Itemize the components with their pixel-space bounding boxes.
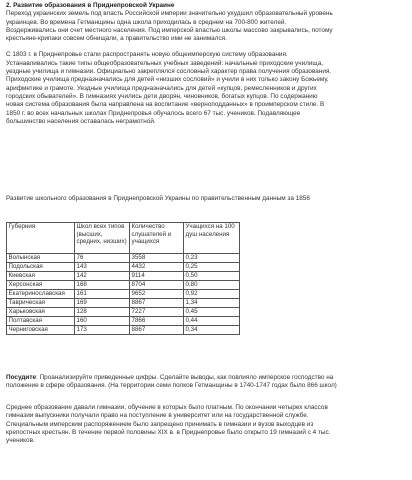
table-row — [7, 254, 240, 263]
article — [6, 2, 406, 126]
outro-line: учеников. — [6, 437, 35, 445]
cell-per-100: 0,25 — [184, 263, 240, 272]
cell-schools: 128 — [75, 308, 130, 317]
cell-schools: 143 — [75, 263, 130, 272]
table-row — [7, 317, 240, 326]
header-schools: Школ всех типов (высших, средних, низших) — [75, 223, 130, 254]
header-students: Количество слушателей и учащихся — [130, 223, 184, 254]
intro-paragraph — [6, 10, 406, 43]
cell-per-100: 0,34 — [184, 326, 240, 335]
cell-gubernia: Харьковская — [7, 308, 75, 317]
cell-students: 8867 — [130, 299, 184, 308]
cell-gubernia: Екатеринославская — [7, 290, 75, 299]
cell-schools: 76 — [75, 254, 130, 263]
reform-line: Устанавливались такие типы общеобразовательных учебных заведений: начальные приходские училища, — [6, 59, 324, 67]
outro-line: Специальным имперским распоряжением было запрещено принимать в гимназии и вузов выходцев из — [6, 420, 314, 428]
cell-students: 9114 — [130, 272, 184, 281]
reform-line: уездные училища и гимназии. Официально закреплялся сословный характер права получения образования. — [6, 68, 332, 76]
cell-gubernia: Киевская — [7, 272, 75, 281]
cell-gubernia: Подольская — [7, 263, 75, 272]
task-line: положение в сфере образования. (На территории семи полков Гетманщины в 1740-1747 годах было 866 школ) — [6, 382, 337, 390]
intro-line: Переход украинских земель под власть Российской империи значительно ухудшил образовательный уровень — [6, 10, 333, 18]
table-row — [7, 281, 240, 290]
reform-line: арифметике и грамоте. Уездные училища предназначались для детей «купцов, ремесленников и других — [6, 84, 317, 92]
reform-paragraph — [6, 51, 406, 126]
header-per-100: Учащихся на 100 душ населения — [184, 223, 240, 254]
table-row — [7, 272, 240, 281]
education-table — [6, 222, 240, 335]
cell-per-100: 0,23 — [184, 254, 240, 263]
reform-line: городских обывателей». В гимназиях учились дети дворян, чиновников, богатых купцов. По содержанию — [6, 92, 318, 100]
section-heading: 2. Развитие образования в Приднепровской Украине — [6, 2, 175, 9]
task-paragraph — [6, 374, 406, 391]
reform-line: С 1803 г. в Приднепровье стали распространять новую общеимперскую систему образования. — [6, 51, 288, 59]
cell-schools: 168 — [75, 281, 130, 290]
cell-students: 8704 — [130, 281, 184, 290]
cell-students: 9652 — [130, 290, 184, 299]
cell-students: 7227 — [130, 308, 184, 317]
outro-line: Среднее образование давали гимназии, обучение в которых было платным. По окончании четырех классов — [6, 404, 328, 411]
cell-per-100: 0,50 — [184, 272, 240, 281]
cell-students: 7866 — [130, 317, 184, 326]
cell-per-100: 0,80 — [184, 281, 240, 290]
table-row — [7, 263, 240, 272]
cell-per-100: 1,34 — [184, 299, 240, 308]
table-row — [7, 299, 240, 308]
cell-schools: 169 — [75, 299, 130, 308]
cell-schools: 161 — [75, 290, 130, 299]
cell-gubernia: Таврическая — [7, 299, 75, 308]
cell-gubernia: Черниговская — [7, 326, 75, 335]
outro-line: крепостных крестьян. В течение первой половины XIX в. в Приднепровье было открыто 19 гимназий с 4 тыс. — [6, 428, 331, 436]
cell-per-100: 0,44 — [184, 317, 240, 326]
header-gubernia: Губерния — [7, 223, 75, 254]
outro-line: гимназии выпускники получали право на поступление в университет или на государственной службе. — [6, 412, 309, 420]
intro-line: крестьяне-крипаки совсем обнищали, а правительство ими не занимался. — [6, 35, 227, 43]
cell-per-100: 0,92 — [184, 290, 240, 299]
task-text: : Проанализируйте приведенные цифры. Сделайте выводы, как повлияло имперское господство на — [36, 374, 334, 381]
cell-gubernia: Полтавская — [7, 317, 75, 326]
cell-gubernia: Херсонская — [7, 281, 75, 290]
table-row — [7, 290, 240, 299]
cell-students: 4432 — [130, 263, 184, 272]
reform-line: новая система образования была направлена на воспитание «верноподданных» в проимперском стиле. В — [6, 101, 325, 109]
reform-line: большинство населения оставалась неграмотной. — [6, 117, 156, 125]
cell-per-100: 0,45 — [184, 308, 240, 317]
cell-schools: 142 — [75, 272, 130, 281]
reform-line: 1850 г. во всех начальных школах Приднепровья обучалось всего 67 тыс. учеников. Подавляющее — [6, 109, 301, 117]
table-row — [7, 308, 240, 317]
cell-schools: 160 — [75, 317, 130, 326]
outro-paragraph — [6, 404, 406, 445]
cell-students: 8867 — [130, 326, 184, 335]
table-title: Развитие школьного образования в Приднепровской Украины по правительственным данным за 1856 — [6, 195, 310, 202]
table-row — [7, 326, 240, 335]
intro-line: Воздерживались они счет местного населения. Под имперской властью школы массово закрывались, потому — [6, 26, 333, 34]
reform-line: Приходские училища предназначались для детей «низших сословий» и учили в них только закону Божьему, — [6, 76, 329, 84]
task-label: Посудите — [6, 374, 37, 381]
cell-gubernia: Волынская — [7, 254, 75, 263]
intro-line: украинцев. Во времена Гетманщины одна школа приходилась в среднем на 700-800 жителей. — [6, 18, 287, 26]
table-header-row — [7, 223, 240, 254]
cell-students: 3558 — [130, 254, 184, 263]
cell-schools: 173 — [75, 326, 130, 335]
